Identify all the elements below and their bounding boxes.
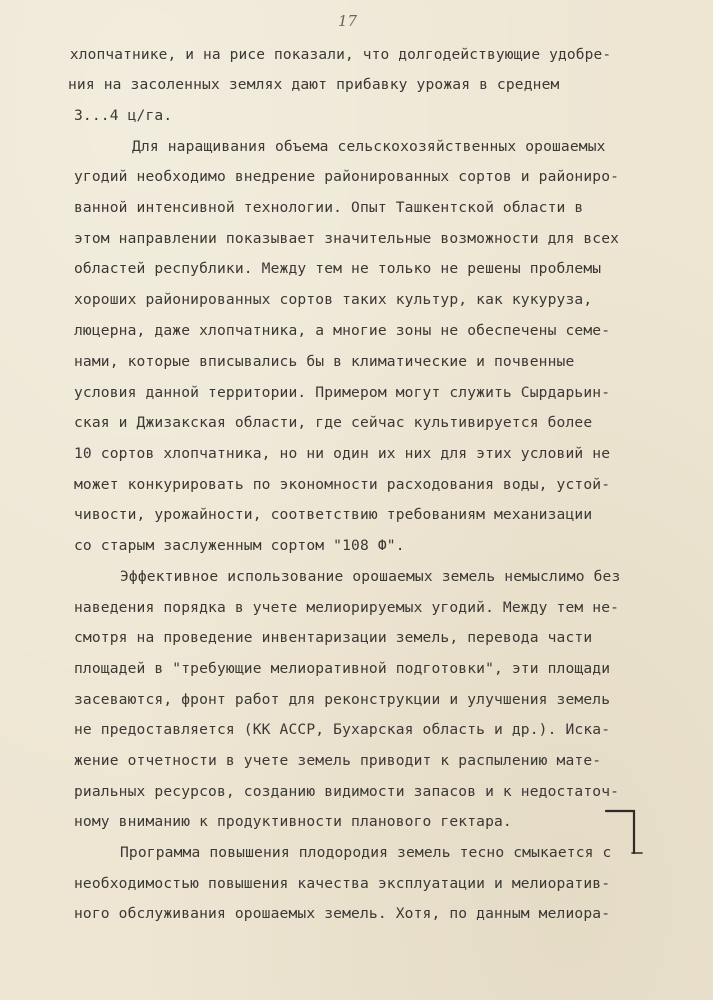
text-line: со старым заслуженным сортом "108 Ф". (74, 537, 405, 554)
text-line: 3...4 ц/га. (74, 107, 173, 124)
text-line: ванной интенсивной технологии. Опыт Ташкентской области в (74, 199, 584, 216)
text-line: смотря на проведение инвентаризации земель, перевода части (74, 629, 593, 646)
text-line: этом направлении показывает значительные возможности для всех (74, 230, 620, 247)
text-line: ния на засоленных землях дают прибавку урожая в среднем (68, 76, 560, 93)
text-line: нами, которые вписывались бы в климатические и почвенные (74, 353, 575, 370)
text-line: засеваются, фронт работ для реконструкции и улучшения земель (74, 691, 611, 708)
text-line: Для наращивания объема сельскохозяйственных орошаемых (132, 138, 606, 155)
text-line: 10 сортов хлопчатника, но ни один их них для этих условий не (74, 445, 611, 462)
text-line: риальных ресурсов, созданию видимости запасов и к недостаточ- (74, 783, 620, 800)
text-line: люцерна, даже хлопчатника, а многие зоны не обеспечены семе- (74, 322, 611, 339)
text-line: Программа повышения плодородия земель тесно смыкается с (120, 844, 612, 861)
text-line: жение отчетности в учете земель приводит к распылению мате- (74, 752, 602, 769)
text-line: чивости, урожайности, соответствию требованиям механизации (74, 506, 593, 523)
text-line: не предоставляется (КК АССР, Бухарская область и др.). Иска- (74, 721, 611, 738)
text-line: ному вниманию к продуктивности планового гектара. (74, 813, 512, 830)
text-line: площадей в "требующие мелиоративной подготовки", эти площади (74, 660, 611, 677)
text-line: наведения порядка в учете мелиорируемых угодий. Между тем не- (74, 599, 620, 616)
text-line: хороших районированных сортов таких культур, как кукуруза, (74, 291, 593, 308)
text-line: угодий необходимо внедрение районированных сортов и райониро- (74, 168, 620, 185)
text-line: может конкурировать по экономности расходования воды, устой- (74, 476, 611, 493)
margin-bracket-mark (604, 803, 664, 863)
text-line: хлопчатнике, и на рисе показали, что долгодействующие удобре- (69, 46, 612, 63)
text-line: условия данной территории. Примером могут служить Сырдарьин- (74, 384, 611, 401)
text-line: областей республики. Между тем не только не решены проблемы (74, 260, 602, 277)
text-line: ская и Джизакская области, где сейчас культивируется более (74, 414, 593, 431)
text-line: ного обслуживания орошаемых земель. Хотя, по данным мелиора- (74, 905, 611, 922)
text-line: Эффективное использование орошаемых земель немыслимо без (120, 568, 621, 585)
text-line: необходимостью повышения качества эксплуатации и мелиоратив- (74, 875, 611, 892)
page-number: 17 (338, 12, 358, 30)
